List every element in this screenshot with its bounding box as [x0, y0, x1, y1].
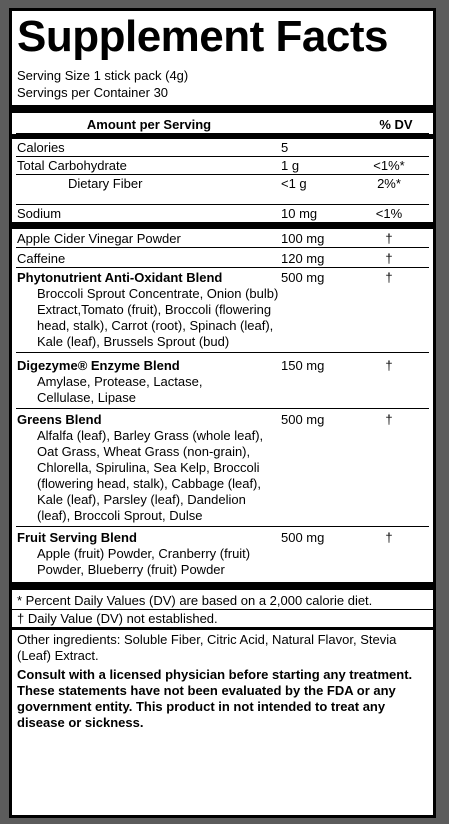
nutrient-amount: 10 mg — [281, 206, 318, 221]
blend-dv: † — [385, 358, 393, 373]
blend-description: Amylase, Protease, Lactase, Cellulase, Lipase — [37, 374, 203, 405]
blend-row — [16, 527, 429, 580]
nutrient-dv: <1% — [375, 206, 403, 221]
table-row — [16, 157, 429, 175]
ingredient-name: Apple Cider Vinegar Powder — [17, 231, 181, 246]
ingredient-amount: 100 mg — [281, 231, 325, 246]
ingredient-dv: † — [385, 251, 393, 266]
table-row — [16, 248, 429, 268]
nutrient-dv — [361, 139, 417, 156]
blend-amount: 150 mg — [281, 358, 325, 373]
blend-amount: 500 mg — [281, 530, 325, 545]
blend-amount: 500 mg — [281, 270, 325, 285]
supplement-facts-panel — [9, 8, 436, 818]
thick-divider — [12, 105, 433, 113]
nutrient-dv: 2%* — [377, 176, 401, 191]
blend-dv: † — [385, 530, 393, 545]
nutrient-rows — [16, 139, 429, 222]
other-ingredients: Other ingredients: Soluble Fiber, Citric Acid, Natural Flavor, Stevia (Leaf) Extract. — [17, 632, 397, 663]
table-header — [16, 113, 429, 134]
blend-dv: † — [385, 270, 393, 285]
panel-title: Supplement Facts — [17, 12, 388, 61]
thick-divider — [12, 582, 433, 590]
table-row — [16, 229, 429, 248]
blend-dv: † — [385, 412, 393, 427]
nutrient-amount: <1 g — [281, 176, 307, 191]
thick-divider — [12, 222, 433, 229]
footnote-dv: * Percent Daily Values (DV) are based on a 2,000 calorie diet. — [17, 593, 373, 608]
blend-description: Alfalfa (leaf), Barley Grass (whole leaf), Oat Grass, Wheat Grass (non-grain), Chlorella, Spirulina, Sea Kelp, Broccoli (flowering head, stalk), Cabbage (leaf), Kale (leaf), Parsley (leaf), Dandelion (leaf), Broccoli Sprout, Dulse — [37, 428, 264, 523]
blend-row — [16, 268, 429, 353]
blend-row — [16, 409, 429, 527]
servings-per-container: Servings per Container 30 — [17, 85, 169, 100]
blend-name: Greens Blend — [17, 412, 102, 427]
nutrient-amount: 5 — [281, 140, 289, 155]
nutrient-name: Total Carbohydrate — [17, 158, 127, 173]
blend-name: Phytonutrient Anti-Oxidant Blend — [17, 270, 223, 285]
nutrient-name: Dietary Fiber — [68, 176, 143, 191]
blend-row — [16, 353, 429, 409]
amount-header: Amount per Serving — [86, 117, 212, 132]
disclaimer-warning: Consult with a licensed physician before starting any treatment. These statements have not been evaluated by the FDA or any government entity. This product in not intended to treat any disease or sickness. — [17, 667, 413, 730]
ingredient-dv: † — [385, 231, 393, 246]
blend-name: Fruit Serving Blend — [17, 530, 137, 545]
table-row — [16, 139, 429, 157]
nutrient-dv: <1%* — [373, 158, 405, 173]
table-row — [16, 205, 429, 222]
blend-amount: 500 mg — [281, 412, 325, 427]
table-row — [16, 175, 429, 205]
serving-size: Serving Size 1 stick pack (4g) — [17, 68, 189, 83]
nutrient-name: Calories — [17, 140, 65, 155]
ingredient-amount: 120 mg — [281, 251, 325, 266]
dv-header: % DV — [379, 117, 413, 132]
blend-name: Digezyme® Enzyme Blend — [17, 358, 180, 373]
ingredient-name: Caffeine — [17, 251, 66, 266]
footnote-not-established: † Daily Value (DV) not established. — [17, 611, 218, 626]
nutrient-name: Sodium — [17, 206, 62, 221]
blend-description: Apple (fruit) Powder, Cranberry (fruit) Powder, Blueberry (fruit) Powder — [37, 546, 251, 577]
blend-description: Broccoli Sprout Concentrate, Onion (bulb) Extract,Tomato (fruit), Broccoli (flowering head, stalk), Carrot (root), Spinach (leaf), Kale (leaf), Brussels Sprout (bud) — [37, 286, 279, 349]
nutrient-amount: 1 g — [281, 158, 300, 173]
